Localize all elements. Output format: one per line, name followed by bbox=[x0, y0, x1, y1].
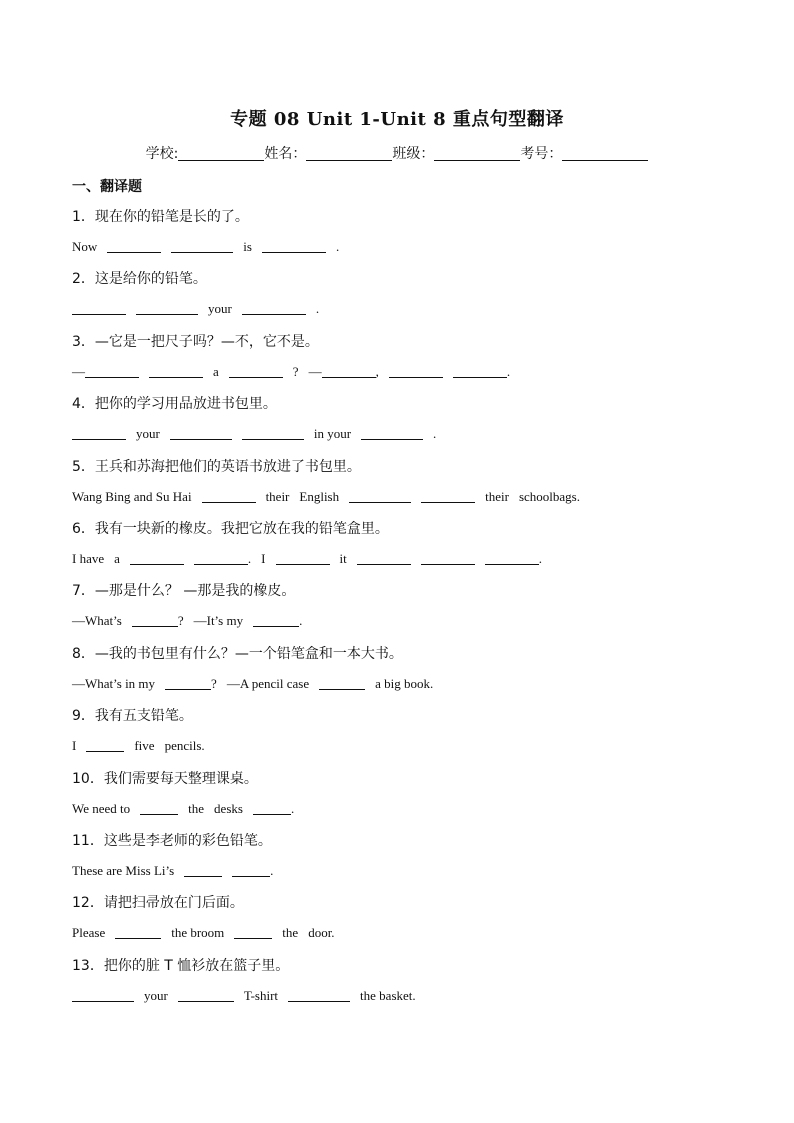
answer-blank[interactable] bbox=[234, 926, 272, 939]
answer-text: their bbox=[265, 488, 290, 504]
answer-blank[interactable] bbox=[361, 427, 423, 440]
answer-text: your bbox=[136, 426, 160, 442]
question-prompt: 4．把你的学习用品放进书包里。 bbox=[72, 396, 277, 413]
answer-text: We need to bbox=[72, 800, 131, 816]
question-prompt: 1．现在你的铅笔是长的了。 bbox=[72, 209, 249, 225]
answer-text: a bbox=[213, 363, 219, 379]
answer-text: — bbox=[72, 363, 85, 379]
answer-text: . bbox=[270, 863, 274, 878]
answer-text: ? bbox=[177, 613, 184, 629]
answer-text: five bbox=[134, 738, 155, 754]
answer-line bbox=[72, 489, 580, 505]
answer-text: — bbox=[308, 363, 322, 379]
answer-text: . bbox=[299, 613, 303, 629]
question-prompt: 10．我们需要每天整理课桌。 bbox=[72, 770, 258, 787]
page-title: 专题 08 Unit 1-Unit 8 重点句型翻译 bbox=[230, 109, 564, 130]
answer-blank[interactable] bbox=[453, 365, 507, 378]
answer-blank[interactable] bbox=[421, 552, 475, 565]
answer-blank[interactable] bbox=[322, 365, 376, 378]
answer-blank[interactable] bbox=[485, 552, 539, 565]
answer-blank[interactable] bbox=[72, 302, 126, 315]
answer-blank[interactable] bbox=[130, 552, 184, 565]
answer-blank[interactable] bbox=[276, 552, 330, 565]
class-blank[interactable] bbox=[434, 145, 520, 161]
answer-text: —What’s bbox=[72, 613, 122, 629]
answer-blank[interactable] bbox=[170, 427, 232, 440]
answer-blank[interactable] bbox=[194, 552, 248, 565]
answer-text: your bbox=[144, 987, 168, 1003]
answer-text: ? bbox=[292, 363, 299, 379]
answer-blank[interactable] bbox=[242, 427, 304, 440]
answer-blank[interactable] bbox=[242, 302, 306, 315]
question-prompt: 8．—我的书包里有什么？—一个铅笔盒和一本大书。 bbox=[72, 645, 403, 662]
answer-text: I have bbox=[72, 551, 105, 566]
answer-blank[interactable] bbox=[232, 864, 270, 877]
answer-blank[interactable] bbox=[140, 802, 178, 815]
answer-text: in your bbox=[313, 426, 352, 442]
question-prompt: 2．这是给你的铅笔。 bbox=[72, 271, 207, 288]
question-prompt: 12．请把扫帚放在门后面。 bbox=[72, 895, 244, 912]
answer-blank[interactable] bbox=[85, 365, 139, 378]
answer-text: their bbox=[485, 488, 509, 504]
answer-text: pencils. bbox=[164, 738, 205, 754]
answer-blank[interactable] bbox=[132, 614, 178, 627]
answer-text: Please bbox=[72, 925, 106, 941]
school-label: 学校: bbox=[145, 146, 179, 162]
answer-blank[interactable] bbox=[389, 365, 443, 378]
answer-line bbox=[72, 801, 294, 817]
answer-text: I bbox=[261, 551, 266, 566]
class-label: 班级： bbox=[392, 146, 435, 162]
answer-blank[interactable] bbox=[421, 490, 475, 503]
school-blank[interactable] bbox=[178, 145, 264, 161]
number-blank[interactable] bbox=[562, 145, 648, 161]
answer-line bbox=[72, 613, 302, 629]
answer-text: —A pencil case bbox=[226, 675, 310, 691]
answer-blank[interactable] bbox=[202, 490, 256, 503]
answer-text: —It’s my bbox=[193, 613, 244, 629]
answer-blank[interactable] bbox=[357, 552, 411, 565]
answer-text: it bbox=[339, 551, 347, 566]
answer-text: . bbox=[538, 551, 542, 566]
answer-blank[interactable] bbox=[288, 989, 350, 1002]
answer-blank[interactable] bbox=[149, 365, 203, 378]
answer-text: a bbox=[114, 551, 120, 566]
name-label: 姓名： bbox=[264, 146, 307, 162]
answer-text: . bbox=[433, 426, 437, 442]
number-label: 考号： bbox=[520, 146, 563, 162]
answer-line bbox=[72, 364, 510, 380]
answer-blank[interactable] bbox=[86, 739, 124, 752]
answer-text: desks bbox=[214, 800, 243, 816]
question-prompt: 7．—那是什么？ —那是我的橡皮。 bbox=[72, 583, 296, 600]
question-prompt: 9．我有五支铅笔。 bbox=[72, 708, 193, 725]
answer-blank[interactable] bbox=[319, 677, 365, 690]
answer-text: T-shirt bbox=[243, 987, 279, 1003]
answer-blank[interactable] bbox=[349, 490, 411, 503]
answer-line bbox=[72, 239, 339, 255]
answer-line bbox=[72, 426, 436, 442]
answer-blank[interactable] bbox=[72, 427, 126, 440]
answer-blank[interactable] bbox=[253, 802, 291, 815]
answer-text: , bbox=[375, 363, 379, 379]
answer-line bbox=[72, 925, 335, 941]
answer-text: English bbox=[299, 488, 340, 504]
answer-text: Wang Bing and Su Hai bbox=[72, 488, 192, 504]
answer-text: . bbox=[315, 301, 320, 317]
answer-line bbox=[72, 551, 542, 567]
answer-text: the bbox=[188, 800, 205, 816]
section-title: 一、翻译题 bbox=[72, 179, 142, 195]
answer-blank[interactable] bbox=[178, 989, 234, 1002]
question-prompt: 6．我有一块新的橡皮。我把它放在我的铅笔盒里。 bbox=[72, 521, 389, 537]
answer-text: I bbox=[72, 738, 77, 754]
answer-line bbox=[72, 676, 433, 692]
answer-blank[interactable] bbox=[184, 864, 222, 877]
student-info-line bbox=[0, 143, 794, 163]
answer-line bbox=[72, 738, 205, 754]
answer-text: . bbox=[506, 363, 511, 379]
answer-text: . bbox=[290, 800, 295, 816]
name-blank[interactable] bbox=[306, 145, 392, 161]
answer-text: ? bbox=[211, 675, 217, 691]
question-prompt: 3．—它是一把尺子吗？—不，它不是。 bbox=[72, 333, 319, 350]
question-prompt: 5．王兵和苏海把他们的英语书放进了书包里。 bbox=[72, 458, 361, 475]
answer-text: door. bbox=[308, 925, 335, 941]
answer-text: . bbox=[335, 239, 340, 254]
answer-blank[interactable] bbox=[171, 240, 233, 253]
answer-blank[interactable] bbox=[262, 240, 326, 253]
answer-text: schoolbags. bbox=[518, 488, 580, 504]
answer-text: —What’s in my bbox=[72, 675, 156, 691]
answer-line bbox=[72, 301, 319, 317]
question-prompt: 11．这些是李老师的彩色铅笔。 bbox=[72, 833, 272, 849]
answer-text: your bbox=[208, 301, 232, 317]
answer-blank[interactable] bbox=[72, 989, 134, 1002]
answer-blank[interactable] bbox=[253, 614, 299, 627]
answer-text: a big book. bbox=[375, 675, 434, 691]
answer-blank[interactable] bbox=[115, 926, 161, 939]
answer-blank[interactable] bbox=[107, 240, 161, 253]
answer-text: the broom bbox=[171, 925, 225, 941]
answer-text: These are Miss Li’s bbox=[72, 863, 175, 878]
answer-line bbox=[72, 863, 273, 879]
answer-blank[interactable] bbox=[136, 302, 198, 315]
answer-text: is bbox=[243, 239, 252, 254]
answer-blank[interactable] bbox=[165, 677, 211, 690]
answer-blank[interactable] bbox=[229, 365, 283, 378]
answer-text: the basket. bbox=[360, 987, 416, 1003]
answer-line bbox=[72, 988, 416, 1004]
question-prompt: 13．把你的脏 T 恤衫放在篮子里。 bbox=[72, 957, 290, 974]
answer-text: Now bbox=[72, 239, 98, 254]
answer-text: the bbox=[282, 925, 299, 941]
answer-text: . bbox=[247, 551, 252, 566]
